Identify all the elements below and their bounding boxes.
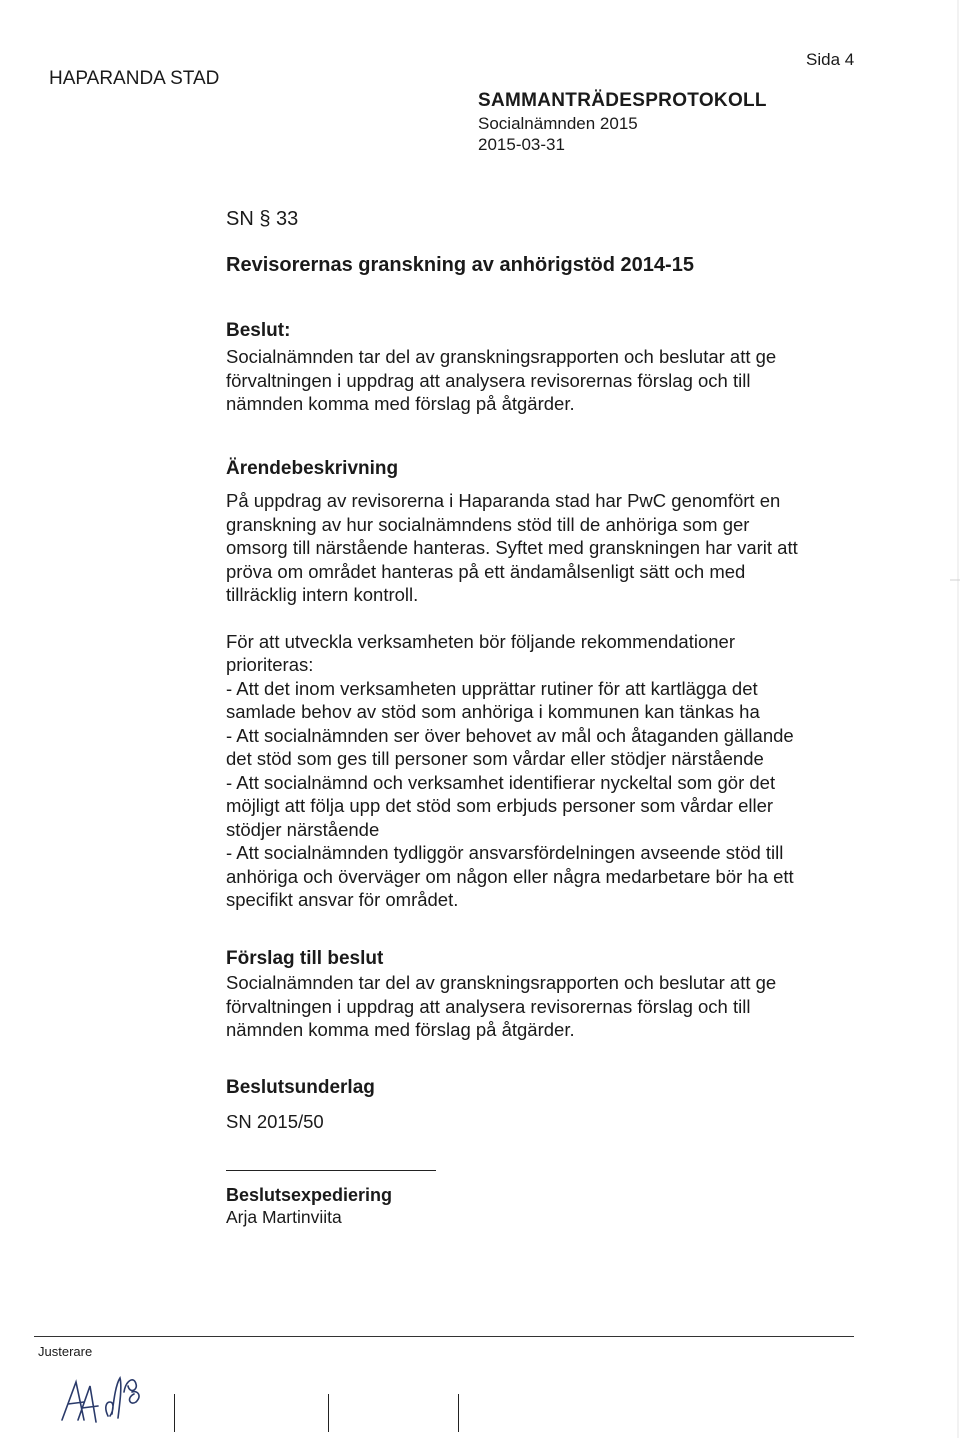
text-line: möjligt att följa upp det stöd som erbjuds personer som vårdar eller bbox=[226, 795, 774, 816]
forslag-text bbox=[226, 971, 866, 1042]
text-line: - Att socialnämnden tydliggör ansvarsfördelningen avseende stöd till bbox=[226, 842, 784, 863]
section-title: Revisorernas granskning av anhörigstöd 2014-15 bbox=[226, 254, 694, 276]
text-line: det stöd som ges till personer som vårdar eller stödjer närstående bbox=[226, 748, 764, 769]
text-line: På uppdrag av revisorerna i Haparanda stad har PwC genomfört en bbox=[226, 490, 781, 511]
text-line: - Att socialnämnd och verksamhet identifierar nyckeltal som gör det bbox=[226, 771, 776, 793]
footer-rule bbox=[34, 1336, 854, 1337]
arendebeskrivning-section bbox=[226, 456, 866, 912]
page-number: Sida 4 bbox=[806, 50, 855, 69]
meeting-date: 2015-03-31 bbox=[478, 135, 565, 154]
section-number: SN § 33 bbox=[226, 208, 299, 230]
committee-name: Socialnämnden 2015 bbox=[478, 114, 638, 133]
beslut-section bbox=[226, 318, 866, 416]
text-line: omsorg till närstående hanteras. Syftet med granskningen har varit att bbox=[226, 537, 798, 558]
text-line: stödjer närstående bbox=[226, 818, 380, 840]
signature-line bbox=[328, 1394, 329, 1432]
beslut-heading: Beslut: bbox=[226, 320, 291, 341]
text-line: tillräcklig intern kontroll. bbox=[226, 584, 419, 605]
text-line: nämnden komma med förslag på åtgärder. bbox=[226, 1019, 575, 1040]
text-line: prioriteras: bbox=[226, 654, 314, 675]
beslutsexpediering-heading: Beslutsexpediering bbox=[226, 1185, 393, 1205]
text-line: förvaltningen i uppdrag att analysera revisorernas förslag och till bbox=[226, 369, 751, 391]
signature-initials bbox=[54, 1362, 204, 1432]
scan-edge-mark bbox=[946, 0, 960, 1438]
text-line: nämnden komma med förslag på åtgärder. bbox=[226, 393, 575, 414]
text-line: anhöriga och överväger om någon eller några medarbetare bör ha ett bbox=[226, 865, 794, 887]
beslutsexpediering-value: Arja Martinviita bbox=[226, 1207, 342, 1227]
text-line: granskning av hur socialnämndens stöd till de anhöriga som ger bbox=[226, 513, 750, 535]
beslutsunderlag-section bbox=[226, 1075, 866, 1134]
protocol-title: SAMMANTRÄDESPROTOKOLL bbox=[478, 90, 767, 111]
text-line: - Att socialnämnden ser över behovet av mål och åtaganden gällande bbox=[226, 724, 794, 746]
text-line: specifikt ansvar för området. bbox=[226, 889, 459, 910]
arendebeskrivning-heading: Ärendebeskrivning bbox=[226, 458, 399, 479]
justerare-label: Justerare bbox=[38, 1344, 93, 1359]
text-line: pröva om området hanteras på ett ändamålsenligt sätt och med bbox=[226, 560, 746, 582]
forslag-heading: Förslag till beslut bbox=[226, 948, 384, 969]
text-line: Socialnämnden tar del av granskningsrapporten och beslutar att ge bbox=[226, 972, 777, 993]
arendebeskrivning-paragraph-2 bbox=[226, 630, 866, 912]
organization-name: HAPARANDA STAD bbox=[49, 68, 220, 89]
text-line: Socialnämnden tar del av granskningsrapporten och beslutar att ge bbox=[226, 346, 777, 367]
separator-line bbox=[226, 1170, 436, 1171]
beslutsexpediering-section bbox=[226, 1184, 866, 1228]
text-line: - Att det inom verksamheten upprättar rutiner för att kartlägga det bbox=[226, 677, 758, 699]
signature-line bbox=[174, 1394, 175, 1432]
signature-line bbox=[458, 1394, 459, 1432]
beslutsunderlag-value: SN 2015/50 bbox=[226, 1111, 324, 1132]
forslag-section bbox=[226, 946, 866, 1042]
beslutsunderlag-heading: Beslutsunderlag bbox=[226, 1077, 375, 1098]
arendebeskrivning-paragraph-1 bbox=[226, 489, 866, 607]
text-line: För att utveckla verksamheten bör följande rekommendationer bbox=[226, 630, 736, 652]
beslut-text bbox=[226, 345, 866, 416]
text-line: förvaltningen i uppdrag att analysera revisorernas förslag och till bbox=[226, 995, 751, 1017]
text-line: samlade behov av stöd som anhöriga i kommunen kan tänkas ha bbox=[226, 701, 760, 722]
